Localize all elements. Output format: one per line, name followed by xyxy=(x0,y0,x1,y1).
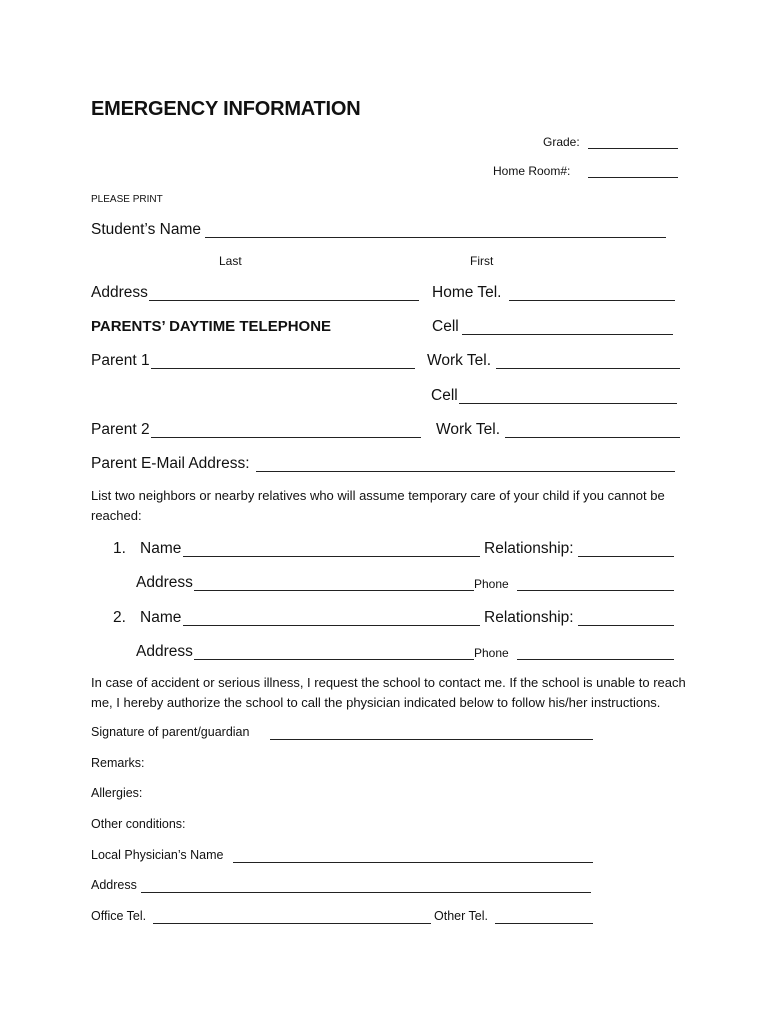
home-tel-label: Home Tel. xyxy=(432,284,502,301)
parent-email-label: Parent E-Mail Address: xyxy=(91,455,250,472)
address-field[interactable] xyxy=(149,300,419,301)
home-room-label: Home Room#: xyxy=(493,164,571,178)
signature-field[interactable] xyxy=(270,739,593,740)
parent-email-field[interactable] xyxy=(256,471,675,472)
physician-name-field[interactable] xyxy=(233,862,593,863)
other-tel-label: Other Tel. xyxy=(434,909,488,923)
work-tel-label-2: Work Tel. xyxy=(436,421,501,438)
contact2-address-label: Address xyxy=(136,643,193,660)
parent2-label: Parent 2 xyxy=(91,421,150,438)
contact2-address-field[interactable] xyxy=(194,659,474,660)
parent1-field[interactable] xyxy=(151,368,415,369)
contact2-relationship-label: Relationship: xyxy=(484,609,574,626)
contact1-phone-label: Phone xyxy=(474,577,509,591)
contact1-address-field[interactable] xyxy=(194,590,474,591)
first-name-caption: First xyxy=(470,254,494,268)
cell-label-1: Cell xyxy=(432,318,459,335)
cell-label-2: Cell xyxy=(431,387,458,404)
student-name-field[interactable] xyxy=(205,237,666,238)
contact2-number: 2. xyxy=(113,609,126,626)
contact1-relationship-field[interactable] xyxy=(578,556,674,557)
work-tel-label-1: Work Tel. xyxy=(427,352,492,369)
please-print-note: PLEASE PRINT xyxy=(91,194,163,205)
office-tel-field[interactable] xyxy=(153,923,431,924)
contact2-relationship-field[interactable] xyxy=(578,625,674,626)
office-tel-label: Office Tel. xyxy=(91,909,147,923)
physician-address-field[interactable] xyxy=(141,892,591,893)
contact1-address-label: Address xyxy=(136,574,193,591)
page-title: EMERGENCY INFORMATION xyxy=(91,98,361,120)
authorization-statement: In case of accident or serious illness, I request the school to contact me. If the school is unable to reach me, I hereby authorize the school to call the physician indicated below to follow his/her instructions. xyxy=(91,675,686,710)
contact1-relationship-label: Relationship: xyxy=(484,540,574,557)
neighbors-instruction: List two neighbors or nearby relatives who will assume temporary care of your child if you cannot be reached: xyxy=(91,488,665,523)
other-tel-field[interactable] xyxy=(495,923,593,924)
parents-daytime-heading: PARENTS’ DAYTIME TELEPHONE xyxy=(91,318,332,335)
address-label: Address xyxy=(91,284,148,301)
parent1-label: Parent 1 xyxy=(91,352,150,369)
contact1-name-field[interactable] xyxy=(183,556,480,557)
home-tel-field[interactable] xyxy=(509,300,675,301)
parent2-field[interactable] xyxy=(151,437,421,438)
last-name-caption: Last xyxy=(219,254,242,268)
grade-label: Grade: xyxy=(543,135,580,149)
cell-field-1[interactable] xyxy=(462,334,673,335)
contact2-phone-label: Phone xyxy=(474,646,509,660)
signature-label: Signature of parent/guardian xyxy=(91,725,250,739)
other-conditions-label: Other conditions: xyxy=(91,817,186,831)
physician-address-label: Address xyxy=(91,878,137,892)
contact2-name-label: Name xyxy=(140,609,182,626)
contact1-phone-field[interactable] xyxy=(517,590,674,591)
contact1-name-label: Name xyxy=(140,540,182,557)
grade-field[interactable] xyxy=(588,148,678,149)
contact1-number: 1. xyxy=(113,540,126,557)
work-tel-field-2[interactable] xyxy=(505,437,680,438)
cell-field-2[interactable] xyxy=(459,403,677,404)
student-name-label: Student’s Name xyxy=(91,221,201,238)
physician-name-label: Local Physician’s Name xyxy=(91,848,224,862)
work-tel-field-1[interactable] xyxy=(496,368,680,369)
remarks-label: Remarks: xyxy=(91,756,145,770)
allergies-label: Allergies: xyxy=(91,786,143,800)
contact2-name-field[interactable] xyxy=(183,625,480,626)
home-room-field[interactable] xyxy=(588,177,678,178)
contact2-phone-field[interactable] xyxy=(517,659,674,660)
